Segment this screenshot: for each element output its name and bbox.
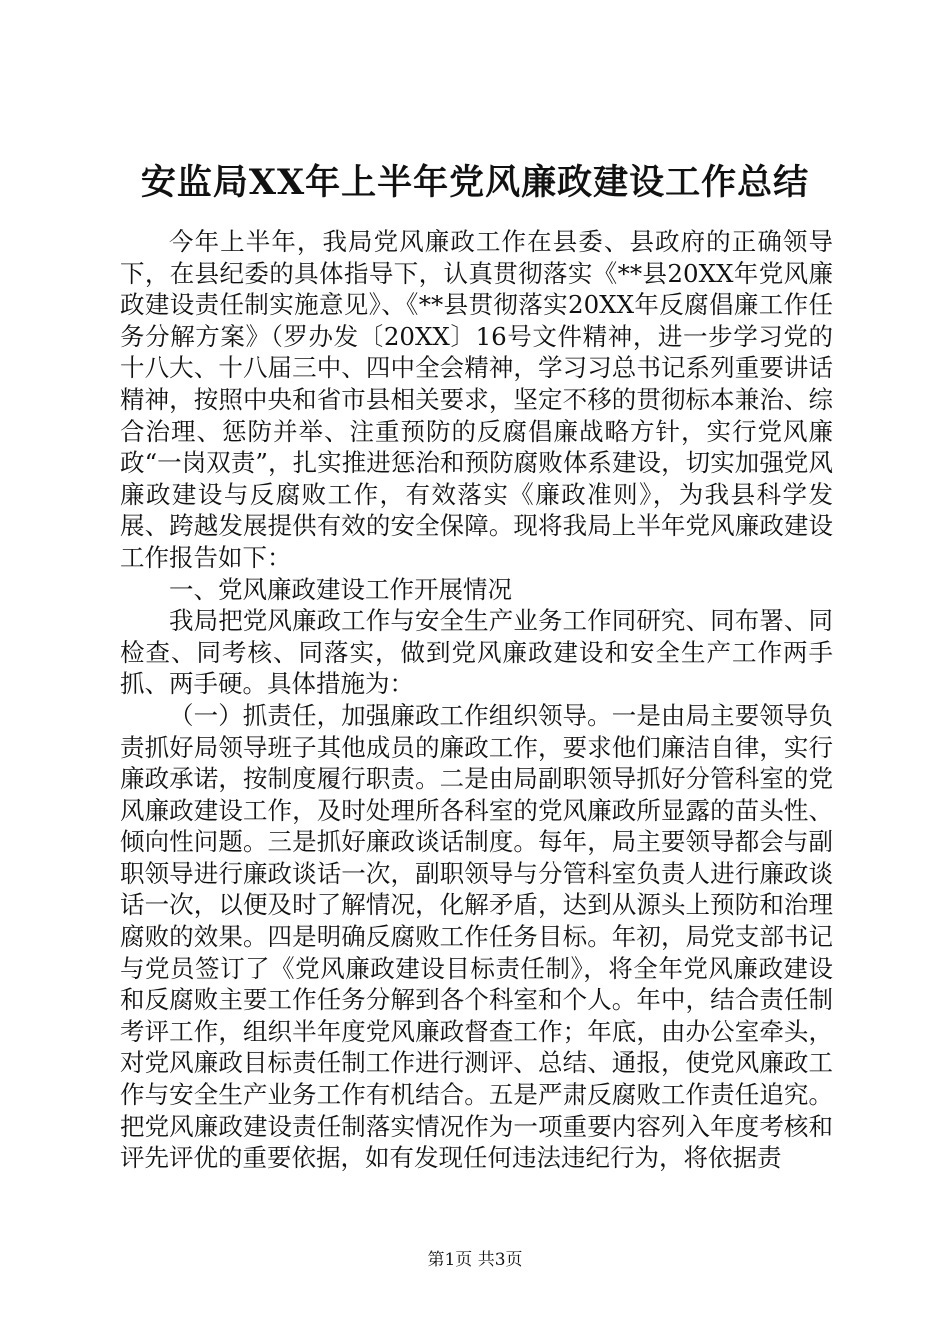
- document-title: 安监局XX年上半年党风廉政建设工作总结: [140, 162, 810, 203]
- paragraph-measures: 我局把党风廉政工作与安全生产业务工作同研究、同布署、同检查、同考核、同落实，做到党风廉政建设和安全生产工作两手抓、两手硬。具体措施为：: [120, 606, 833, 699]
- paragraph-intro: 今年上半年，我局党风廉政工作在县委、县政府的正确领导下，在县纪委的具体指导下，认真贯彻落实《**县20XX年党风廉政建设责任制实施意见》、《**县贯彻落实20XX年反腐倡廉工作任务分解方案》（罗办发〔20XX〕16号文件精神，进一步学习党的十八大、十八届三中、四中全会精神，学习习总书记系列重要讲话精神，按照中央和省市县相关要求，坚定不移的贯彻标本兼治、综合治理、惩防并举、注重预防的反腐倡廉战略方针，实行党风廉政“一岗双责”，扎实推进惩治和预防腐败体系建设，切实加强党风廉政建设与反腐败工作，有效落实《廉政准则》，为我县科学发展、跨越发展提供有效的安全保障。现将我局上半年党风廉政建设工作报告如下：: [120, 227, 833, 572]
- section-heading-1: 一、党风廉政建设工作开展情况: [169, 574, 512, 604]
- paragraph-responsibility: （一）抓责任，加强廉政工作组织领导。一是由局主要领导负责抓好局领导班子其他成员的廉政工作，要求他们廉洁自律，实行廉政承诺，按制度履行职责。二是由局副职领导抓好分管科室的党风廉政建设工作，及时处理所各科室的党风廉政所显露的苗头性、倾向性问题。三是抓好廉政谈话制度。每年，局主要领导都会与副职领导进行廉政谈话一次，副职领导与分管科室负责人进行廉政谈话一次，以便及时了解情况，化解矛盾，达到从源头上预防和治理腐败的效果。四是明确反腐败工作任务目标。年初，局党支部书记与党员签订了《党风廉政建设目标责任制》，将全年党风廉政建设和反腐败主要工作任务分解到各个科室和个人。年中，结合责任制考评工作，组织半年度党风廉政督查工作；年底，由办公室牵头，对党风廉政目标责任制工作进行测评、总结、通报，使党风廉政工作与安全生产业务工作有机结合。五是严肃反腐败工作责任追究。把党风廉政建设责任制落实情况作为一项重要内容列入年度考核和评先评优的重要依据，如有发现任何违法违纪行为，将依据责: [120, 700, 833, 1173]
- document-body: [120, 226, 833, 1174]
- page-footer: 第1页 共3页: [427, 1250, 523, 1270]
